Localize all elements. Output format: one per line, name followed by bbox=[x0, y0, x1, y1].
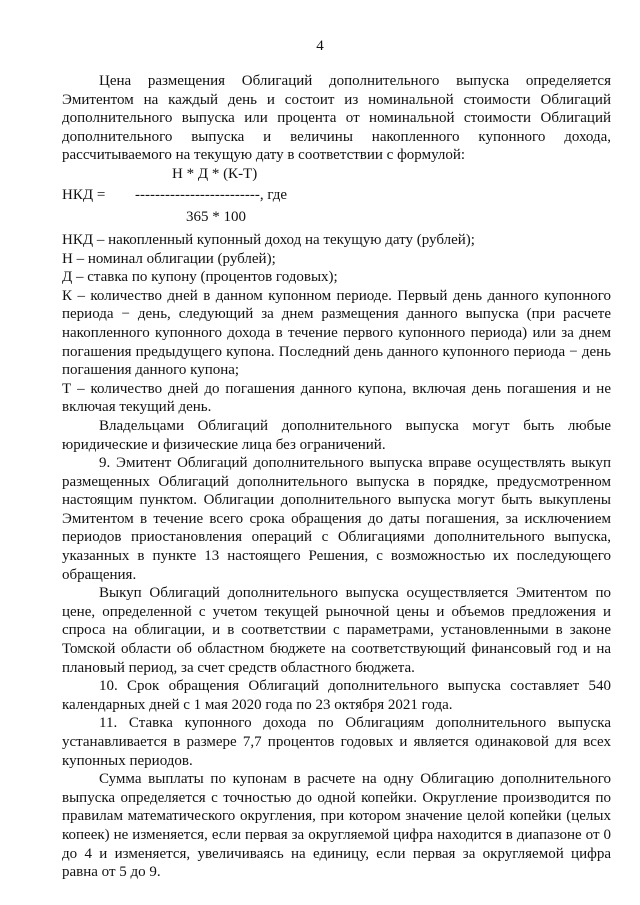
nkd-formula bbox=[62, 165, 611, 231]
paragraph-item-10: 10. Срок обращения Облигаций дополнительного выпуска составляет 540 календарных дней с 1 мая 2020 года по 23 октября 2021 года. bbox=[62, 678, 611, 713]
formula-lhs: НКД = bbox=[62, 186, 106, 203]
paragraph-buyback: Выкуп Облигаций дополнительного выпуска осуществляется Эмитентом по цене, определенной с учетом текущей рыночной цены и объемов предложения и спроса на облигации, и в соответствии с параметрами, установленными в законе Томской области об областном бюджете на соответствующий финансовый год и на плановый период, за счет средств областного бюджета. bbox=[62, 585, 611, 676]
definition-k: К – количество дней в данном купонном периоде. Первый день данного купонного периода − день, следующий за днем размещения данного выпуска (при расчете накопленного купонного дохода в течение первого купонного периода) или за днем погашения предыдущего купона. Последний день данного купонного периода − день погашения данного купона; bbox=[62, 287, 611, 379]
formula-numerator: Н * Д * (К-Т) bbox=[172, 165, 258, 182]
definition-nkd: НКД – накопленный купонный доход на текущую дату (рублей); bbox=[62, 231, 475, 248]
page-number: 4 bbox=[316, 38, 324, 54]
formula-fraction-line: -------------------------, где bbox=[135, 186, 288, 203]
definition-nominal: Н – номинал облигации (рублей); bbox=[62, 250, 276, 267]
page-content bbox=[62, 72, 611, 882]
formula-denominator: 365 * 100 bbox=[186, 208, 246, 225]
paragraph-owners: Владельцами Облигаций дополнительного выпуска могут быть любые юридические и физические лица без ограничений. bbox=[62, 417, 611, 453]
intro-paragraph: Цена размещения Облигаций дополнительного выпуска определяется Эмитентом на каждый день и состоит из номинальной стоимости Облигаций дополнительного выпуска или процента от номинальной стоимости Облигаций дополнительного выпуска и величины накопленного купонного дохода, рассчитываемого на текущую дату в соответствии с формулой: bbox=[62, 73, 611, 164]
definition-rate: Д – ставка по купону (процентов годовых); bbox=[62, 269, 338, 286]
paragraph-item-9: 9. Эмитент Облигаций дополнительного выпуска вправе осуществлять выкуп размещенных Облигаций дополнительного выпуска в порядке, предусмотренном настоящим пунктом. Облигации дополнительного выпуска могут быть выкуплены Эмитентом в течение всего срока обращения до даты погашения, за исключением периодов приостановления операций с Облигациями дополнительного выпуска, указанных в пункте 13 настоящего Решения, с возможностью их последующего обращения. bbox=[62, 455, 611, 583]
paragraph-coupon-rounding: Сумма выплаты по купонам в расчете на одну Облигацию дополнительного выпуска определяется с точностью до одной копейки. Округление производится по правилам математического округления, при котором значение целой копейки (целых копеек) не изменяется, если первая за округляемой цифра находится в диапазоне от 0 до 4 и изменяется, увеличиваясь на единицу, если первая за округляемой цифра равна от 5 до 9. bbox=[62, 771, 611, 881]
paragraph-item-11: 11. Ставка купонного дохода по Облигациям дополнительного выпуска устанавливается в размере 7,7 процентов годовых и является одинаковой для всех купонных периодов. bbox=[62, 715, 611, 769]
definition-t: Т – количество дней до погашения данного купона, включая день погашения и не включая текущий день. bbox=[62, 380, 611, 416]
